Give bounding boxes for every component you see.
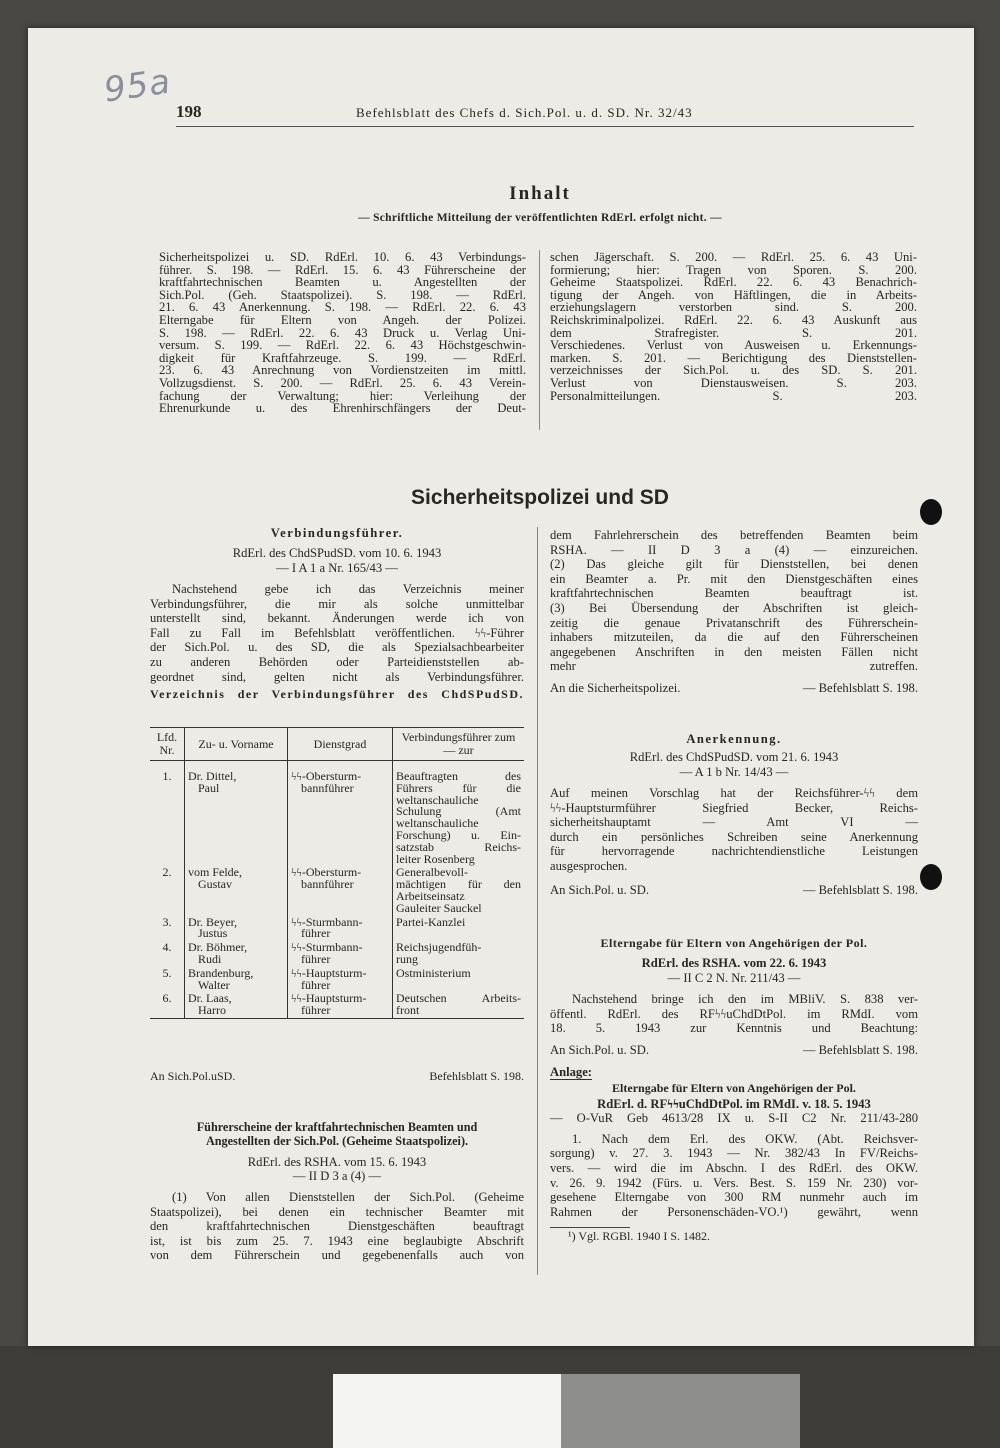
text-line: zu anderen Behörden oder Parteidienststellen ab- (150, 654, 524, 669)
decree-reference: — II C 2 N. Nr. 211/43 — (667, 971, 801, 985)
cell-line: Forschung) u. Ein- (396, 827, 521, 842)
text-line: Verschiedenes. Verlust von Ausweisen u. Erkennungs- (550, 338, 917, 353)
table-cell (150, 941, 185, 967)
text-line: den kraftfahrtechnischen Dienstgeschäften beauftragt (150, 1219, 524, 1234)
footer-recipient: An Sich.Pol.uSD. (150, 1069, 236, 1083)
table-cell (150, 992, 185, 1018)
footer-reference: — Befehlsblatt S. 198. (802, 680, 918, 695)
cell-line: Schulung (Amt (396, 804, 521, 819)
text-line: (3) Bei Übersendung der Abschriften ist gleich- (550, 600, 918, 615)
cell-line: Dr. Böhmer, (188, 940, 248, 955)
article-anerkennung (550, 733, 918, 898)
text-line: Reichskriminalpolizei. RdErl. 22. 6. 43 Auskunft aus (550, 312, 917, 327)
cell-line: Dr. Dittel, (188, 769, 237, 783)
cell-line: 3. (162, 914, 172, 929)
text-line: Sich.Pol. (Geh. Staatspolizei). S. 198. — RdErl. (159, 287, 526, 302)
footer-reference: — Befehlsblatt S. 198. (802, 1042, 918, 1057)
text-line: Fall zu Fall im Befehlsblatt veröffentlichen. ϟϟ-Führer (150, 625, 524, 640)
cell-line: Deutschen Arbeits- (396, 991, 521, 1006)
table-cell (393, 967, 525, 993)
cell-line: ϟϟ-Hauptsturm- (291, 991, 367, 1006)
text-line: verzeichnisses der Sich.Pol. u. des SD. S. 201. (550, 363, 917, 378)
cell-line: 4. (162, 940, 172, 955)
cell-line: Brandenburg, (188, 965, 254, 980)
decree-line: RdErl. des ChdSPudSD. vom 10. 6. 1943 (232, 546, 442, 560)
punch-hole (920, 499, 942, 525)
article-body (550, 992, 918, 1036)
cell-line: führer (301, 1003, 331, 1018)
text-line: 18. 5. 1943 zur Kenntnis und Beachtung: (550, 1021, 918, 1036)
text-line: erziehungslagern verstorben sind. S. 200. (550, 300, 917, 315)
text-line: öffentl. RdErl. des RFϟϟuChdDtPol. im RMdI. vom (550, 1006, 918, 1021)
article-elterngabe (550, 937, 918, 1243)
footer-recipient: An Sich.Pol. u. SD. (550, 1042, 650, 1057)
text-line: angegebenen Anschriften in den meisten Fällen nicht (550, 644, 918, 659)
text-line: fachung der Verwaltung; hier: Verleihung der (159, 388, 526, 403)
footer-recipient: An Sich.Pol. u. SD. (550, 882, 650, 897)
punch-hole (920, 864, 942, 890)
decree-line: RdErl. des ChdSPudSD. vom 21. 6. 1943 (629, 750, 839, 764)
cell-line: Walter (198, 977, 230, 992)
text-line: durch ein persönliches Schreiben seine Anerkennung (550, 829, 918, 844)
article-body (150, 582, 524, 684)
table-cell (393, 866, 525, 915)
table-cell (288, 866, 393, 915)
table-cell (185, 916, 288, 942)
article-footer (550, 682, 918, 696)
column-header: Verbindungsführer zum — zur (393, 728, 525, 761)
cell-line: vom Felde, (188, 865, 242, 880)
text-line: dem Strafregister. S. 201. (550, 325, 917, 340)
text-line: Auf meinen Vorschlag hat der Reichsführer-ϟϟ dem (550, 786, 918, 800)
article-footer (150, 1070, 524, 1083)
article-body (150, 1190, 524, 1263)
cell-line: 5. (162, 965, 172, 980)
table-row (150, 866, 524, 915)
cell-line: Beauftragten des (396, 769, 521, 783)
text-line: Rahmen der Personenschäden-VO.¹) gewährt, wenn (550, 1204, 918, 1219)
table-cell (185, 941, 288, 967)
article-fuehrerscheine-continued (550, 528, 918, 696)
text-line: von dem Führerschein und gegebenenfalls auch von (150, 1248, 524, 1263)
calibration-swatch-white (333, 1374, 561, 1448)
text-line: ausgesprochen. (550, 858, 628, 873)
calibration-swatch-grey (561, 1374, 800, 1448)
table-row (150, 761, 524, 867)
cell-line: Reichsjugendfüh- (396, 940, 482, 955)
cell-line: 2. (162, 865, 172, 880)
cell-line: rung (396, 951, 418, 966)
cell-line: ϟϟ-Sturmbann- (291, 940, 363, 955)
text-line: (2) Das gleiche gilt für Dienststellen, bei denen (550, 557, 918, 572)
article-body (550, 528, 918, 674)
text-line: der Sich.Pol. u. des SD, die als Spezialsachbearbeiter (150, 640, 524, 655)
text-line: v. 26. 9. 1942 (Fürs. u. Vers. Best. S. 159 Nr. 230) vor- (550, 1175, 918, 1190)
text-line: dem Fahrlehrerschein des betreffenden Beamten beim (550, 528, 918, 542)
table-cell (150, 967, 185, 993)
table-row (150, 916, 524, 942)
article-title-line: Angestellten der Sich.Pol. (Geheime Staatspolizei). (205, 1134, 469, 1148)
cell-line: satzstab Reichs- (396, 839, 521, 854)
annex-title: Elterngabe für Eltern von Angehörigen der Pol. (612, 1080, 856, 1095)
cell-line: front (396, 1003, 420, 1018)
text-line: sorgung) v. 27. 3. 1943 — Nr. 382/43 In FV/Reichs- (550, 1146, 918, 1161)
annex-body (550, 1132, 918, 1220)
table-cell (185, 866, 288, 915)
text-line: Staatspolizei), bei denen ein technischer Beamter mit (150, 1204, 524, 1219)
article-verbindungsfuehrer (150, 527, 524, 701)
table-cell (185, 992, 288, 1018)
table-cell (288, 916, 393, 942)
decree-line: RdErl. des RSHA. vom 22. 6. 1943 (641, 956, 827, 970)
annex-label: Anlage: (550, 1064, 592, 1079)
table-cell (393, 761, 525, 867)
decree-reference: — II D 3 a (4) — (292, 1169, 382, 1183)
article-title-line: Führerscheine der kraftfahrtechnischen Beamten und (196, 1120, 478, 1134)
text-line: digkeit für Kraftfahrzeuge. S. 199. — RdErl. (159, 350, 526, 365)
text-line: inhabers mitzuteilen, da die auf den Führerscheinen (550, 630, 918, 645)
text-line: unterstellt sind, bekannt. Änderungen werde ich von (150, 611, 524, 626)
footnote-rule (550, 1227, 630, 1228)
contents-right-column (550, 251, 917, 402)
table-cell (150, 761, 185, 867)
text-line: Geheime Staatspolizei. RdErl. 22. 6. 43 Benachrich- (550, 275, 917, 290)
text-line: Elterngabe für Eltern von Angeh. der Polizei. (159, 312, 526, 327)
text-line: RSHA. — II D 3 a (4) — einzureichen. (550, 542, 918, 557)
article-title: Verbindungsführer. (270, 526, 404, 540)
footer-recipient: An die Sicherheitspolizei. (550, 680, 681, 695)
text-line: führer. S. 198. — RdErl. 15. 6. 43 Führerscheine der (159, 262, 526, 277)
text-line: gesehene Elterngabe von 300 RM nunmehr auch im (550, 1190, 918, 1205)
footnote: ¹) Vgl. RGBl. 1940 I S. 1482. (568, 1229, 711, 1244)
cell-line: führer (301, 926, 331, 941)
table-cell (393, 916, 525, 942)
cell-line: Harro (198, 1003, 226, 1018)
cell-line: Dr. Beyer, (188, 914, 238, 929)
cell-line: leiter Rosenberg (396, 851, 475, 866)
cell-line: ϟϟ-Obersturm- (291, 865, 362, 880)
contents-left-column (159, 251, 526, 415)
table-cell (393, 941, 525, 967)
column-header: Zu- u. Vorname (185, 728, 288, 761)
text-line: kraftfahrtechnischen Beamten beauftragt ist. (550, 586, 918, 601)
running-header (176, 100, 914, 127)
text-line: ist, ist bis zum 25. 7. 1943 eine beglaubigte Abschrift (150, 1233, 524, 1248)
cell-line: weltanschauliche (396, 792, 479, 807)
table-cell (288, 941, 393, 967)
text-line: Verbindungsführer, die mir als solche unmittelbar (150, 596, 524, 611)
article-title: Anerkennung. (686, 732, 782, 746)
contents-note: — Schriftliche Mitteilung der veröffentlichten RdErl. erfolgt nicht. — (358, 212, 722, 224)
text-line: ein Beamter a. Pr. mit den Dienstgeschäften eines (550, 571, 918, 586)
cell-line: Arbeitseinsatz (396, 888, 465, 903)
cell-line: Ostministerium (396, 965, 471, 980)
table-cell (150, 866, 185, 915)
footer-reference: Befehlsblatt S. 198. (429, 1069, 524, 1083)
table-cell (185, 761, 288, 867)
cell-line: ϟϟ-Hauptsturm- (291, 965, 367, 980)
table-cell (288, 992, 393, 1018)
article-fuehrerscheine (150, 1120, 524, 1263)
text-line: formierung; hier: Tragen von Sporen. S. 200. (550, 262, 917, 277)
cell-line: Führers für die (396, 780, 521, 795)
table-title: Verzeichnis der Verbindungsführer des ChdSPudSD. (150, 687, 524, 702)
text-line: geordnet sind, gelten nicht als Verbindungsführer. (150, 669, 524, 684)
cell-line: Generalbevoll- (396, 865, 468, 880)
cell-line: ϟϟ-Sturmbann- (291, 914, 363, 929)
cell-line: Paul (198, 780, 220, 795)
section-title: Sicherheitspolizei und SD (411, 486, 669, 509)
table-row (150, 992, 524, 1018)
cell-line: bannführer (301, 877, 354, 892)
liaison-table (150, 727, 524, 1019)
text-line: ϟϟ-Hauptsturmführer Siegfried Becker, Reichs- (550, 800, 918, 815)
table-cell (288, 967, 393, 993)
article-title: Elterngabe für Eltern von Angehörigen der Pol. (600, 936, 868, 950)
annex-decree: RdErl. d. RFϟϟuChdDtPol. im RMdI. v. 18. 5. 1943 (597, 1096, 871, 1111)
column-divider (537, 527, 538, 1275)
annex-reference: — O-VuR Geb 4613/28 IX u. S-II C2 Nr. 211/43-280 (550, 1110, 918, 1125)
cell-line: Gustav (198, 877, 232, 892)
text-line: schen Jägerschaft. S. 200. — RdErl. 25. 6. 43 Uni- (550, 250, 917, 264)
text-line: versum. S. 199. — RdErl. 22. 6. 43 Höchstgeschwin- (159, 338, 526, 353)
text-line: vers. — wird die im Abschn. I des RdErl. des OKW. (550, 1160, 918, 1175)
header-title: Befehlsblatt des Chefs d. Sich.Pol. u. d. SD. Nr. 32/43 (356, 105, 693, 120)
text-line: mehr zutreffen. (550, 659, 918, 674)
text-line: Sicherheitspolizei u. SD. RdErl. 10. 6. 43 Verbindungs- (159, 250, 526, 264)
table-row (150, 967, 524, 993)
cell-line: 6. (162, 991, 172, 1006)
article-footer (550, 884, 918, 898)
text-line: für hervorragende nachrichtendienstliche Leistungen (550, 844, 918, 859)
column-header: Lfd. Nr. (150, 728, 185, 761)
text-line: Vollzugsdienst. S. 200. — RdErl. 25. 6. 43 Verein- (159, 375, 526, 390)
text-line: Nachstehend bringe ich den im MBliV. S. 838 ver- (572, 992, 918, 1006)
cell-line: 1. (162, 769, 172, 783)
article-body (550, 786, 918, 874)
column-divider (539, 250, 540, 430)
text-line: kraftfahrtechnischen Beamten u. Angestellten der (159, 275, 526, 290)
column-header: Dienstgrad (288, 728, 393, 761)
cell-line: Partei-Kanzlei (396, 914, 466, 929)
table-cell (185, 967, 288, 993)
table-cell (393, 992, 525, 1018)
text-line: Nachstehend gebe ich das Verzeichnis meiner (172, 582, 524, 596)
decree-line: RdErl. des RSHA. vom 15. 6. 1943 (247, 1155, 427, 1169)
cell-line: führer (301, 951, 331, 966)
text-line: Verlust von Dienstausweisen. S. 203. (550, 375, 917, 390)
text-line: 1. Nach dem Erl. des OKW. (Abt. Reichsver- (572, 1131, 918, 1146)
contents-title: Inhalt (509, 183, 571, 204)
text-line: Ehrenurkunde u. des Ehrenhirschfängers der Deut- (159, 401, 526, 416)
cell-line: mächtigen für den (396, 877, 521, 892)
text-line: tigung der Angeh. von Häftlingen, die in Arbeits- (550, 287, 917, 302)
cell-line: weltanschauliche (396, 816, 479, 831)
handwritten-note: 95a (101, 61, 174, 111)
text-line: (1) Von allen Dienststellen der Sich.Pol. (Geheime (172, 1190, 524, 1204)
footer-reference: — Befehlsblatt S. 198. (802, 882, 918, 897)
cell-line: Justus (198, 926, 228, 941)
text-line: marken. S. 201. — Berichtigung des Dienststellen- (550, 350, 917, 365)
decree-reference: — A 1 b Nr. 14/43 — (679, 765, 789, 779)
text-line: S. 198. — RdErl. 22. 6. 43 Druck u. Verlag Uni- (159, 325, 526, 340)
annex-label-wrap (550, 1066, 918, 1082)
table-cell (288, 761, 393, 867)
cell-line: Dr. Laas, (188, 991, 232, 1006)
text-line: zeitig die genaue Privatanschrift des Führerschein- (550, 615, 918, 630)
text-line: sicherheitshauptamt — Amt VI — (550, 815, 918, 830)
decree-reference: — I A 1 a Nr. 165/43 — (276, 561, 398, 575)
cell-line: führer (301, 977, 331, 992)
text-line: Personalmitteilungen. S. 203. (550, 388, 917, 403)
page-number: 198 (176, 102, 202, 121)
cell-line: Rudi (198, 951, 222, 966)
text-line: 23. 6. 43 Anrechnung von Vordienstzeiten im mittl. (159, 363, 526, 378)
cell-line: bannführer (301, 780, 354, 795)
table-row (150, 941, 524, 967)
article-footer (550, 1044, 918, 1058)
cell-line: Gauleiter Sauckel (396, 900, 482, 915)
text-line: 21. 6. 43 Anerkennung. S. 198. — RdErl. 22. 6. 43 (159, 300, 526, 315)
table-cell (150, 916, 185, 942)
cell-line: ϟϟ-Obersturm- (291, 769, 362, 783)
